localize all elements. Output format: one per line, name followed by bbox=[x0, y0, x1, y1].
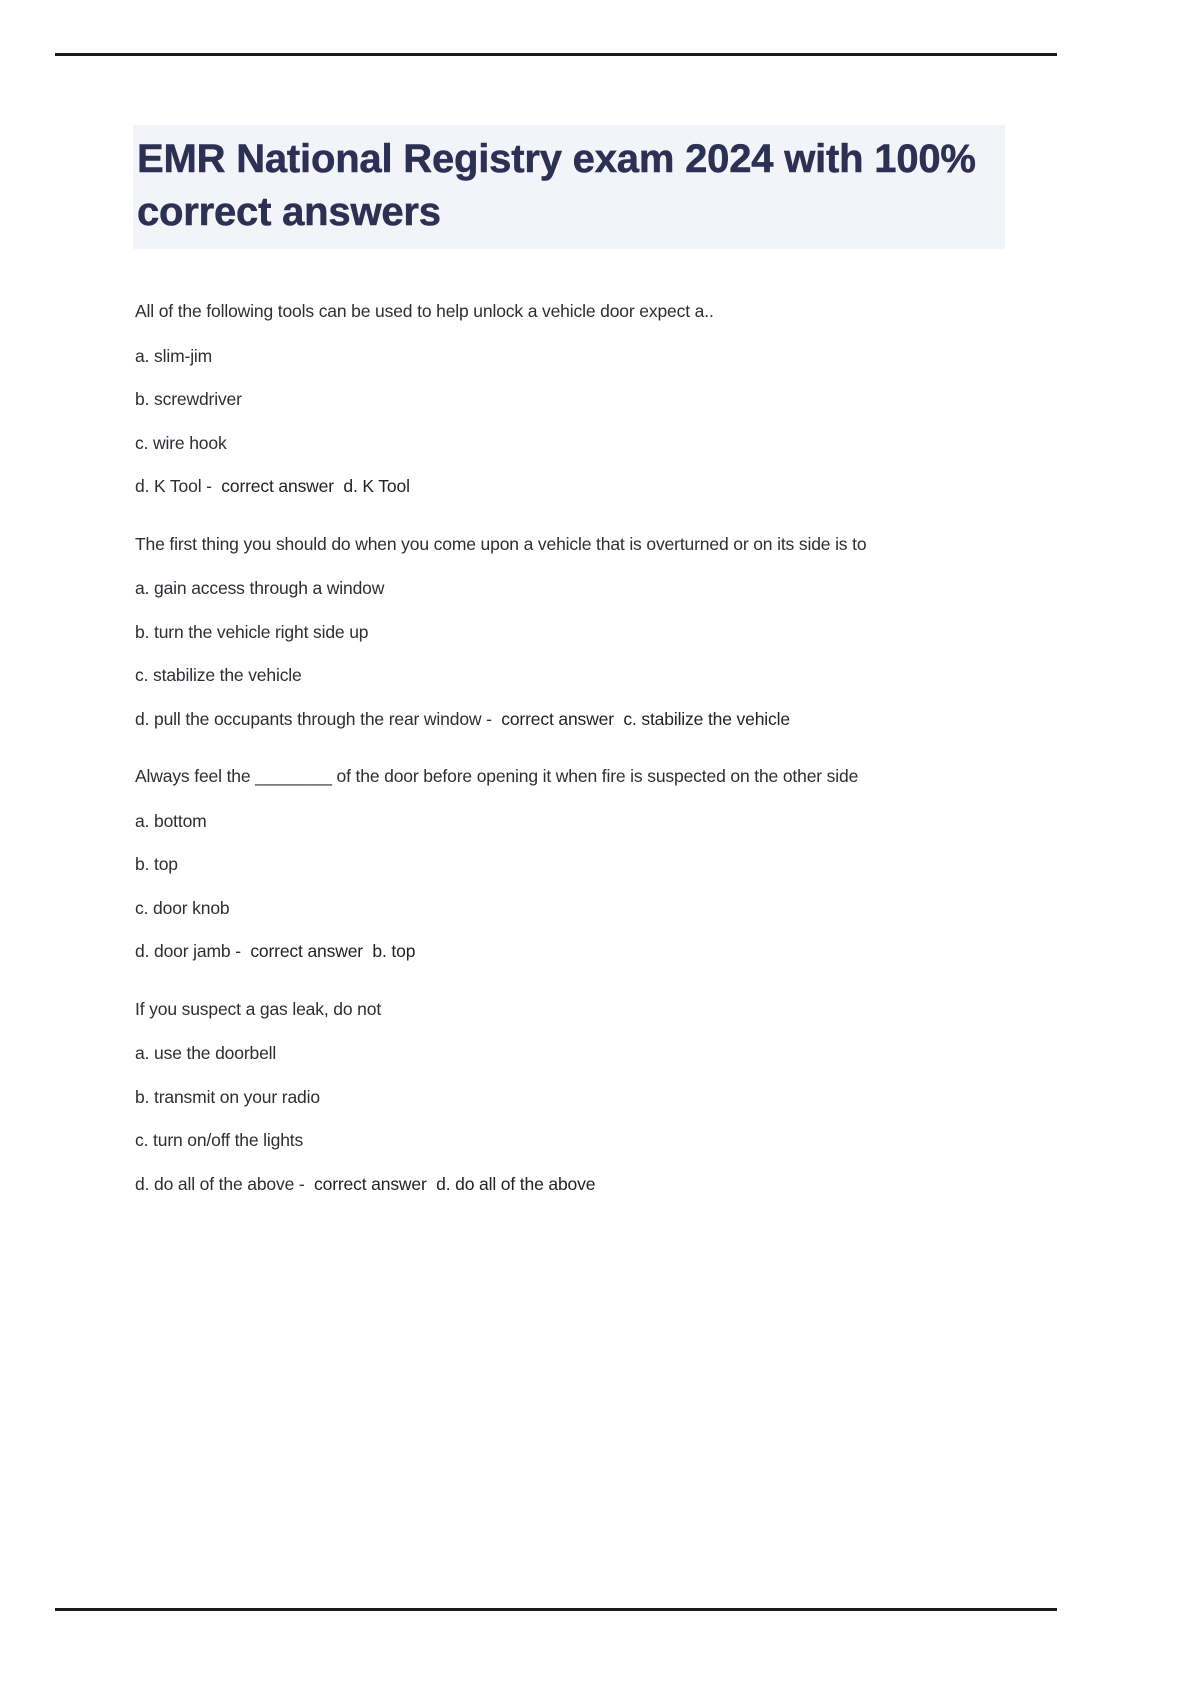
answer-option: b. screwdriver bbox=[135, 389, 242, 409]
document-title-band bbox=[133, 125, 1005, 249]
answer-option: b. top bbox=[135, 854, 178, 874]
correct-answer-value: c. stabilize the vehicle bbox=[623, 708, 790, 729]
answer-option-text: d. pull the occupants through the rear window bbox=[135, 708, 482, 729]
correct-answer-value: d. do all of the above bbox=[436, 1173, 596, 1194]
answer-option: b. transmit on your radio bbox=[135, 1086, 320, 1107]
correct-answer-line bbox=[135, 1173, 1035, 1194]
question-stem: All of the following tools can be used to help unlock a vehicle door expect a.. bbox=[135, 301, 714, 321]
answer-option-text: d. do all of the above bbox=[135, 1173, 295, 1194]
correct-answer-line bbox=[135, 478, 1035, 496]
answer-option: b. turn the vehicle right side up bbox=[135, 621, 369, 642]
answer-separator: - bbox=[486, 708, 497, 729]
page-title: EMR National Registry exam 2024 with 100% correct answers bbox=[137, 137, 976, 234]
questions-container bbox=[135, 303, 1035, 1193]
answer-option: c. wire hook bbox=[135, 432, 227, 453]
top-divider-rule bbox=[55, 53, 1057, 56]
question-stem: If you suspect a gas leak, do not bbox=[135, 998, 382, 1019]
answer-option-text: d. K Tool bbox=[135, 476, 202, 496]
answer-option: a. slim-jim bbox=[135, 345, 213, 366]
question-block bbox=[135, 998, 1035, 1194]
answer-option: c. stabilize the vehicle bbox=[135, 665, 302, 685]
question-stem: Always feel the ________ of the door before opening it when fire is suspected on the other side bbox=[135, 766, 859, 786]
correct-answer-label: correct answer bbox=[221, 476, 334, 496]
correct-answer-value: b. top bbox=[372, 941, 416, 961]
answer-option-text: d. door jamb bbox=[135, 941, 231, 961]
answer-separator: - bbox=[235, 941, 246, 961]
answer-option: a. bottom bbox=[135, 810, 207, 831]
answer-separator: - bbox=[206, 476, 217, 496]
correct-answer-label: correct answer bbox=[501, 708, 614, 729]
question-block bbox=[135, 768, 1035, 961]
correct-answer-label: correct answer bbox=[250, 941, 363, 961]
answer-option: c. turn on/off the lights bbox=[135, 1130, 304, 1150]
answer-option: a. gain access through a window bbox=[135, 578, 385, 598]
correct-answer-label: correct answer bbox=[314, 1173, 427, 1194]
question-stem: The first thing you should do when you come upon a vehicle that is overturned or on its side is to bbox=[135, 533, 867, 554]
answer-option: a. use the doorbell bbox=[135, 1043, 277, 1063]
question-block bbox=[135, 533, 1035, 729]
question-block bbox=[135, 303, 1035, 496]
bottom-divider-rule bbox=[55, 1608, 1057, 1611]
answer-option: c. door knob bbox=[135, 897, 230, 918]
answer-separator: - bbox=[298, 1173, 310, 1194]
correct-answer-line bbox=[135, 708, 1035, 729]
correct-answer-value: d. K Tool bbox=[343, 476, 410, 496]
correct-answer-line bbox=[135, 943, 1035, 961]
